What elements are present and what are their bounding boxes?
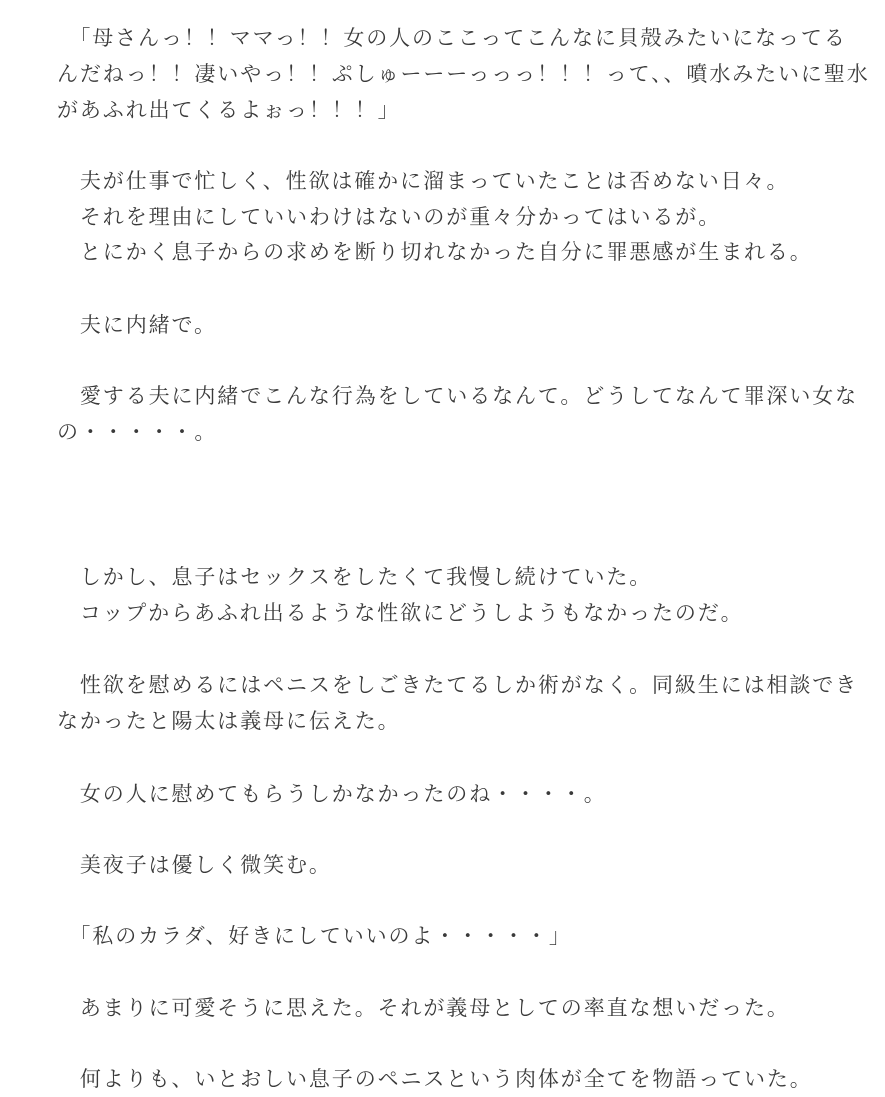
text-line: なかったと陽太は義母に伝えた。 <box>57 709 401 733</box>
text-line: しかし、息子はセックスをしたくて我慢し続けていた。 <box>57 565 653 589</box>
text-line: 愛する夫に内緒でこんな行為をしているなんて。どうしてなんて罪深い女な <box>57 384 859 408</box>
text-line: 「私のカラダ、好きにしていいのよ・・・・・」 <box>57 924 572 948</box>
text-line: 夫が仕事で忙しく、性欲は確かに溜まっていたことは否めない日々。 <box>57 169 790 193</box>
text-line: あまりに可愛そうに思えた。それが義母としての率直な想いだった。 <box>57 996 790 1020</box>
text-line: んだねっ！！凄いやっ！！ぷしゅーーーっっっ！！！って、、噴水みたいに聖水 <box>57 62 870 86</box>
text-line: 夫に内緒で。 <box>57 313 217 337</box>
text-line: コップからあふれ出るような性欲にどうしようもなかったのだ。 <box>57 601 744 625</box>
text-line: の・・・・・。 <box>57 420 218 444</box>
text-line: 何よりも、いとおしい息子のペニスという肉体が全てを物語っていた。 <box>57 1067 813 1091</box>
text-line: 美夜子は優しく微笑む。 <box>57 853 332 877</box>
text-line: 「母さんっ！！ママっ！！女の人のここってこんなに貝殻みたいになってる <box>57 26 847 50</box>
text-line: とにかく息子からの求めを断り切れなかった自分に罪悪感が生まれる。 <box>57 240 813 264</box>
text-line: 女の人に慰めてもらうしかなかったのね・・・・。 <box>57 782 607 806</box>
text-line: 性欲を慰めるにはペニスをしごきたてるしか術がなく。同級生には相談でき <box>57 673 859 697</box>
text-line: があふれ出てくるよぉっ！！！」 <box>57 98 401 122</box>
text-line: それを理由にしていいわけはないのが重々分かってはいるが。 <box>57 205 722 229</box>
